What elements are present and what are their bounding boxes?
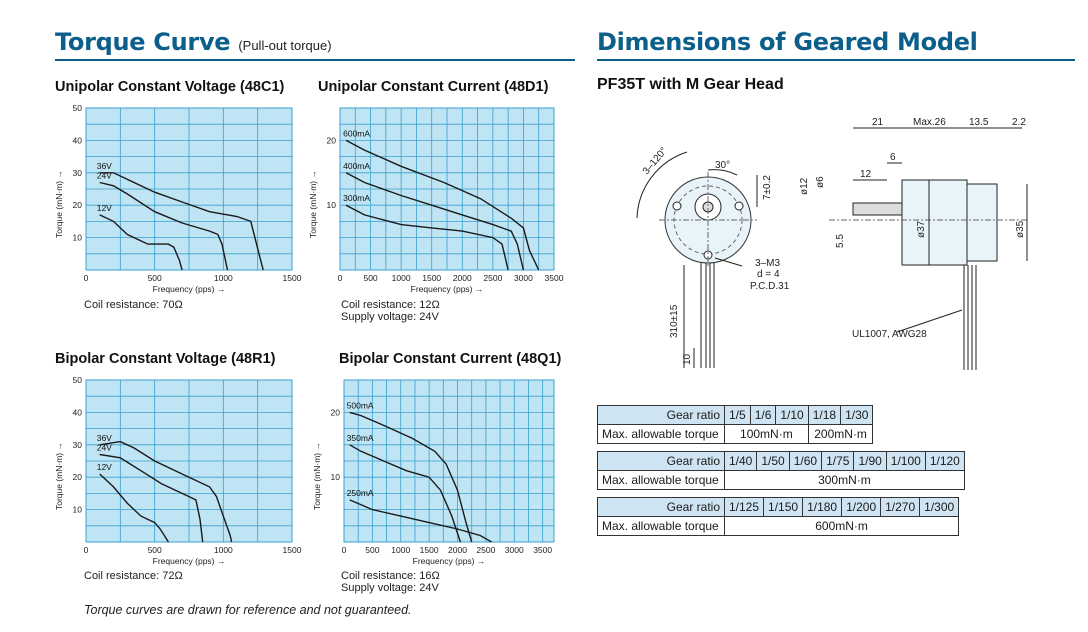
gear-ratio-label: Gear ratio	[598, 406, 725, 425]
chart-title-48D1: Unipolar Constant Current (48D1)	[318, 79, 549, 95]
dimension-drawing	[597, 100, 1075, 385]
coil-resistance-48D1: Coil resistance: 12Ω	[341, 299, 440, 311]
torque-chart-48R1	[50, 370, 312, 566]
label-lead: 310±15	[669, 304, 680, 338]
y-tick-label: 10	[72, 232, 82, 243]
x-tick-label: 500	[147, 273, 162, 283]
gear-ratio-cell: 1/6	[750, 406, 776, 425]
label-pcd: P.C.D.31	[750, 281, 790, 292]
y-tick-label: 10	[330, 472, 340, 483]
series-label: 24V	[96, 442, 112, 453]
gear-ratio-cell: 1/300	[920, 498, 959, 517]
x-tick-label: 0	[83, 545, 89, 555]
output-shaft	[853, 203, 902, 215]
series-label: 12V	[96, 461, 112, 472]
torque-label: Max. allowable torque	[598, 425, 725, 444]
chart-title-48R1: Bipolar Constant Voltage (48R1)	[55, 351, 276, 367]
gear-head-body	[902, 180, 967, 265]
chart-title-48Q1: Bipolar Constant Current (48Q1)	[339, 351, 562, 367]
x-tick-label: 500	[147, 545, 162, 555]
model-title: PF35T with M Gear Head	[597, 76, 784, 93]
x-tick-label: 2500	[476, 545, 496, 555]
gear-ratio-cell: 1/10	[776, 406, 808, 425]
y-tick-label: 50	[72, 375, 82, 385]
series-label: 36V	[96, 432, 112, 443]
x-tick-label: 1500	[422, 273, 442, 283]
label-dia6: ø6	[815, 176, 826, 188]
x-tick-label: 1500	[282, 273, 302, 283]
chart-note-48Q1	[341, 570, 440, 594]
x-tick-label: 0	[337, 273, 343, 283]
series-label: 500mA	[346, 400, 374, 411]
series-label: 36V	[96, 160, 112, 171]
torque-label: Max. allowable torque	[598, 471, 725, 490]
gear-ratio-row-1	[598, 406, 873, 425]
footnote: Torque curves are drawn for reference and not guaranteed.	[84, 603, 412, 617]
x-axis-label: Frequency (pps) →	[152, 284, 226, 294]
gear-ratio-cell: 1/180	[803, 498, 842, 517]
y-tick-label: 20	[330, 407, 340, 418]
y-tick-label: 20	[72, 200, 82, 211]
label-lead-end: 10	[682, 353, 693, 365]
gear-ratio-cell: 1/50	[757, 452, 789, 471]
x-tick-label: 500	[365, 545, 380, 555]
y-tick-label: 30	[72, 439, 82, 450]
gear-ratio-cell: 1/40	[725, 452, 757, 471]
y-tick-label: 10	[326, 200, 336, 211]
torque-chart-48Q1	[312, 370, 564, 566]
series-label: 12V	[96, 202, 112, 213]
torque-label: Max. allowable torque	[598, 517, 725, 536]
gear-ratio-cell: 1/100	[886, 452, 925, 471]
gear-ratio-label: Gear ratio	[598, 498, 725, 517]
y-axis-label: Torque (mN·m) →	[312, 441, 322, 511]
x-tick-label: 2000	[452, 273, 472, 283]
label-dia37: ø37	[916, 220, 927, 238]
y-axis-label: Torque (mN·m) →	[308, 169, 318, 239]
chart-note-48D1	[341, 299, 440, 323]
x-tick-label: 3000	[504, 545, 524, 555]
torque-cell: 200mN·m	[808, 425, 873, 444]
series-label: 24V	[96, 170, 112, 181]
x-tick-label: 3500	[544, 273, 564, 283]
x-axis-label: Frequency (pps) →	[410, 284, 484, 294]
label-dim135: 13.5	[969, 117, 989, 128]
y-tick-label: 20	[326, 135, 336, 146]
label-dim55: 5.5	[835, 234, 846, 248]
y-tick-label: 50	[72, 103, 82, 113]
gear-ratio-cell: 1/5	[725, 406, 751, 425]
supply-voltage-48D1: Supply voltage: 24V	[341, 311, 439, 323]
x-tick-label: 0	[83, 273, 89, 283]
x-tick-label: 1000	[391, 545, 411, 555]
series-label: 250mA	[346, 487, 374, 498]
torque-curve-subtitle: (Pull-out torque)	[238, 38, 332, 53]
x-tick-label: 500	[363, 273, 378, 283]
coil-resistance-48R1: Coil resistance: 72Ω	[84, 570, 183, 582]
label-dia12: ø12	[799, 177, 810, 195]
torque-row-1	[598, 425, 873, 444]
motor-body	[967, 184, 997, 261]
label-dim22: 2.2	[1012, 117, 1026, 128]
gear-ratio-cell: 1/125	[725, 498, 764, 517]
gear-ratio-cell: 1/200	[842, 498, 881, 517]
label-dim6: 6	[890, 152, 896, 163]
x-tick-label: 1500	[282, 545, 302, 555]
dimensions-title: Dimensions of Geared Model	[597, 28, 978, 56]
label-dia35: ø35	[1015, 220, 1026, 238]
gear-ratio-cell: 1/30	[841, 406, 873, 425]
chart-title-48C1: Unipolar Constant Voltage (48C1)	[55, 79, 285, 95]
series-label: 350mA	[346, 432, 374, 443]
x-tick-label: 2500	[483, 273, 503, 283]
x-tick-label: 3500	[533, 545, 553, 555]
supply-voltage-48Q1: Supply voltage: 24V	[341, 582, 439, 594]
torque-cell: 600mN·m	[725, 517, 959, 536]
label-dim21: 21	[872, 117, 884, 128]
screw-hole-left	[673, 202, 681, 210]
series-label: 400mA	[343, 160, 371, 171]
y-tick-label: 20	[72, 472, 82, 483]
y-axis-label: Torque (mN·m) →	[54, 169, 64, 239]
gear-ratio-cell: 1/150	[764, 498, 803, 517]
chart-note-48C1	[84, 299, 183, 311]
coil-resistance-48Q1: Coil resistance: 16Ω	[341, 570, 440, 582]
torque-cell: 100mN·m	[725, 425, 809, 444]
label-screw-depth: d = 4	[757, 269, 780, 280]
torque-curve-heading	[55, 28, 332, 56]
gear-ratio-row-3	[598, 498, 959, 517]
x-tick-label: 2000	[448, 545, 467, 555]
label-dim12: 12	[860, 169, 872, 180]
label-wire: UL1007, AWG28	[852, 329, 927, 340]
y-tick-label: 30	[72, 167, 82, 178]
coil-resistance-48C1: Coil resistance: 70Ω	[84, 299, 183, 311]
gear-ratio-cell: 1/60	[789, 452, 821, 471]
label-dimmax26: Max.26	[913, 117, 946, 128]
y-tick-label: 10	[72, 504, 82, 515]
x-tick-label: 1500	[419, 545, 439, 555]
series-label: 300mA	[343, 193, 371, 204]
gear-table-3	[597, 497, 959, 536]
x-axis-label: Frequency (pps) →	[412, 556, 486, 566]
gear-ratio-cell: 1/90	[854, 452, 886, 471]
gear-ratio-cell: 1/120	[925, 452, 964, 471]
chart-note-48R1	[84, 570, 183, 582]
x-tick-label: 1000	[213, 273, 233, 283]
torque-chart-48D1	[308, 98, 564, 294]
y-tick-label: 40	[72, 135, 82, 146]
torque-row-3	[598, 517, 959, 536]
screw-hole-right	[735, 202, 743, 210]
torque-cell: 300mN·m	[725, 471, 965, 490]
x-axis-label: Frequency (pps) →	[152, 556, 226, 566]
label-angle1: 3–120°	[640, 145, 670, 177]
series-label: 600mA	[343, 128, 371, 139]
gear-ratio-cell: 1/270	[881, 498, 920, 517]
x-tick-label: 3000	[513, 273, 533, 283]
x-tick-label: 0	[341, 545, 347, 555]
y-axis-label: Torque (mN·m) →	[54, 441, 64, 511]
label-angle2: 30°	[715, 160, 731, 171]
gear-table-2	[597, 451, 965, 490]
left-heading-rule	[55, 59, 575, 61]
gear-ratio-row-2	[598, 452, 965, 471]
x-tick-label: 1000	[213, 545, 233, 555]
y-tick-label: 40	[72, 407, 82, 418]
torque-row-2	[598, 471, 965, 490]
label-screws: 3–M3	[755, 258, 781, 269]
gear-ratio-label: Gear ratio	[598, 452, 725, 471]
label-offset: 7±0.2	[762, 175, 773, 200]
torque-chart-48C1	[50, 98, 312, 294]
gear-table-1	[597, 405, 873, 444]
torque-curve-title: Torque Curve	[55, 28, 231, 56]
gear-ratio-cell: 1/75	[822, 452, 854, 471]
right-heading-rule	[597, 59, 1075, 61]
x-tick-label: 1000	[391, 273, 411, 283]
gear-ratio-cell: 1/18	[808, 406, 840, 425]
